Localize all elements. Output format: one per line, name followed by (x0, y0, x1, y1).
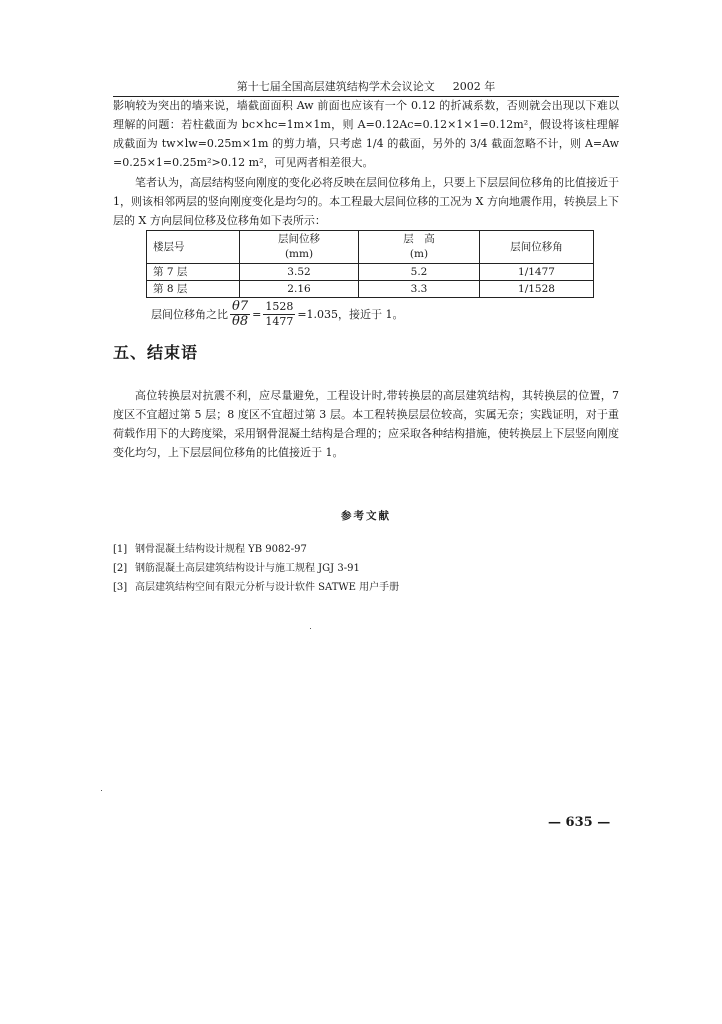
theta-fraction (230, 300, 250, 329)
running-header (113, 78, 619, 97)
table-cell: 5.2 (359, 264, 480, 281)
ratio-result: =1.035，接近于 1。 (297, 308, 404, 321)
table-header-cell (147, 231, 240, 264)
section-heading: 五、结束语 (113, 343, 199, 362)
header-label: 层间位移角 (510, 240, 563, 253)
scan-speck (101, 790, 102, 791)
reference-number: [2] (113, 563, 128, 574)
reference-text: 高层建筑结构空间有限元分析与设计软件 SATWE 用户手册 (135, 582, 400, 593)
table-cell: 第 8 层 (147, 281, 240, 298)
reference-item (113, 559, 619, 578)
references-list (113, 540, 619, 597)
table-cell: 3.52 (240, 264, 359, 281)
table-header-cell (240, 231, 359, 264)
table-cell: 2.16 (240, 281, 359, 298)
theta-denominator: θ8 (232, 313, 249, 329)
page-number: — 635 — (548, 815, 611, 830)
header-year: 2002 年 (452, 80, 496, 93)
ratio-prefix: 层间位移角之比 (151, 308, 228, 321)
table-row (147, 281, 594, 298)
table-header-cell (359, 231, 480, 264)
ratio-equation (151, 296, 404, 332)
value-denominator: 1477 (265, 314, 294, 328)
reference-text: 钢骨混凝土结构设计规程 YB 9082-97 (135, 544, 307, 555)
reference-text: 钢筋混凝土高层建筑结构设计与施工规程 JGJ 3-91 (135, 563, 360, 574)
table-row (147, 264, 594, 281)
header-unit: (m) (409, 248, 429, 260)
header-title: 第十七届全国高层建筑结构学术会议论文 (236, 80, 435, 93)
header-unit: (mm) (284, 248, 314, 260)
table-cell: 1/1477 (480, 264, 594, 281)
paragraph-wall-area: 影响较为突出的墙来说，墙截面面积 Aw 前面也应该有一个 0.12 的折减系数，否则就会出现以下难以理解的问题：若柱截面为 bc×hc=1m×1m，则 A=0.12Ac=0.12×1×1=0.12m²，假设将该柱理解成截面为 tw×lw=0.25m×1m 的剪力墙，只考虑 1/4 的截面，另外的 3/4 截面忽略不计，则 A=Aw=0.25×1=0.25m²>0.12 m²，可见两者相差很大。 (113, 99, 619, 169)
theta-numerator: θ7 (232, 298, 249, 314)
header-label: 层 高 (403, 233, 435, 245)
reference-item (113, 540, 619, 559)
value-numerator: 1528 (265, 299, 294, 313)
drift-table (146, 230, 594, 298)
table-cell: 3.3 (359, 281, 480, 298)
table-cell: 1/1528 (480, 281, 594, 298)
table-header-cell (480, 231, 594, 264)
table-cell: 第 7 层 (147, 264, 240, 281)
reference-item (113, 578, 619, 597)
header-label: 层间位移 (278, 233, 320, 245)
equals-sign: = (252, 307, 262, 321)
value-fraction (263, 300, 295, 329)
paragraph-conclusion: 高位转换层对抗震不利，应尽量避免，工程设计时,带转换层的高层建筑结构，其转换层的位置，7 度区不宜超过第 5 层；8 度区不宜超过第 3 层。本工程转换层层位较高，实属无奈；实践证明，对于重荷载作用下的大跨度梁，采用钢骨混凝土结构是合理的；应采取各种结构措施，使转换层上下层竖向刚度变化均匀，上下层层间位移角的比值接近于 1。 (113, 389, 619, 459)
paragraph-drift-ratio: 笔者认为，高层结构竖向刚度的变化必将反映在层间位移角上，只要上下层层间位移角的比值接近于 1，则该相邻两层的竖向刚度变化是均匀的。本工程最大层间位移的工况为 X 方向地震作用，转换层上下层的 X 方向层间位移及位移角如下表所示： (113, 176, 619, 227)
header-label: 楼层号 (153, 240, 185, 253)
references-heading: 参考文献 (341, 510, 391, 522)
reference-number: [1] (113, 544, 128, 555)
table-header-row (147, 231, 594, 264)
reference-number: [3] (113, 582, 128, 593)
scan-speck (310, 628, 311, 629)
